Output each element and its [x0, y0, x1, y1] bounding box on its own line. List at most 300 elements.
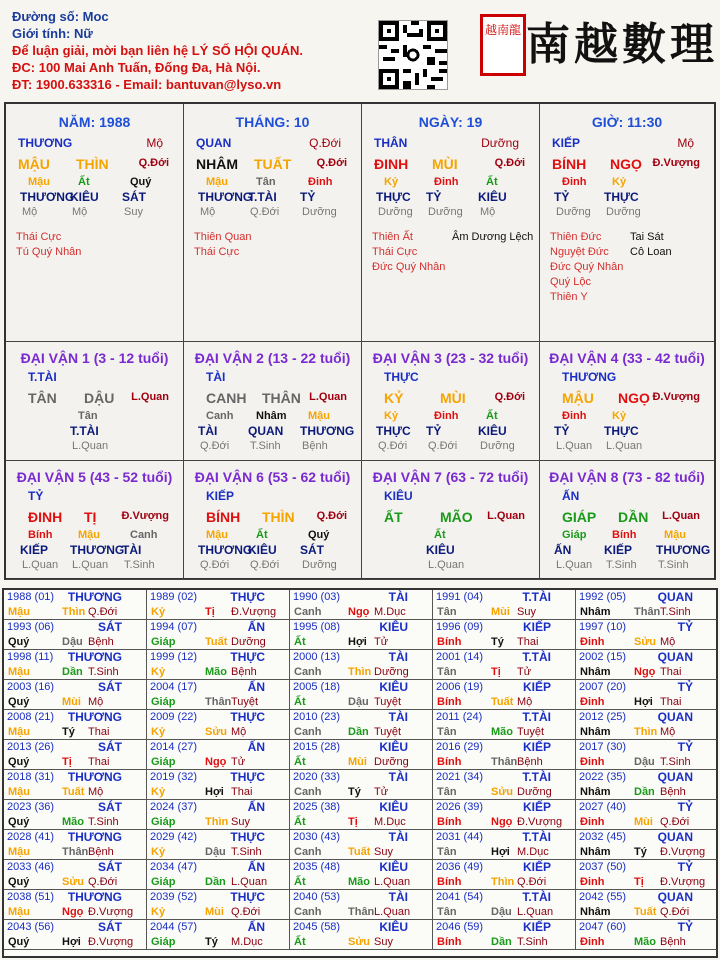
year-cell[interactable]	[4, 860, 147, 890]
year-label: 2007 (20)	[579, 681, 627, 693]
year-cell[interactable]	[147, 620, 290, 650]
year-status: Tử	[231, 756, 246, 768]
year-branch: Thìn	[62, 606, 86, 618]
year-label: 2028 (41)	[7, 831, 55, 843]
hidden-god: T.TÀI	[70, 424, 99, 438]
year-cell[interactable]	[433, 620, 576, 650]
year-status: Dưỡng	[517, 786, 552, 798]
hidden-stem: Ất	[486, 176, 498, 188]
hidden-status: L.Quan	[72, 440, 109, 452]
cell-title: GIỜ: 11:30	[591, 114, 663, 130]
year-cell[interactable]	[576, 770, 717, 800]
hidden-status: Mộ	[72, 206, 88, 218]
earthly-branch: MÙI	[440, 390, 466, 406]
year-god: THỰC	[230, 710, 265, 724]
year-cell[interactable]	[4, 890, 147, 920]
year-status: Tử	[517, 666, 532, 678]
ten-god: T.TÀI	[28, 370, 57, 384]
year-stem: Canh	[294, 846, 322, 858]
shen-sha: Tú Quý Nhân	[16, 246, 82, 258]
ten-god: KIÊU	[384, 489, 413, 503]
year-branch: Sửu	[348, 936, 371, 948]
year-branch: Tuất	[634, 906, 657, 918]
year-god: ẤN	[247, 920, 265, 934]
year-god: TỶ	[677, 740, 693, 754]
year-cell[interactable]	[433, 890, 576, 920]
year-cell[interactable]	[290, 860, 433, 890]
year-cell[interactable]	[290, 920, 433, 950]
year-cell[interactable]	[433, 920, 576, 950]
shen-sha-2: Cô Loan	[630, 246, 672, 258]
hidden-god: THƯƠNG	[656, 543, 711, 557]
dai-van-cell[interactable]	[184, 342, 362, 461]
shen-sha: Thái Cực	[372, 246, 418, 258]
year-cell[interactable]	[576, 830, 717, 860]
year-status: Mộ	[231, 726, 247, 738]
heavenly-stem: ĐINH	[374, 156, 409, 172]
hidden-stem: Canh	[206, 410, 234, 422]
hidden-stem: Mậu	[664, 529, 686, 541]
qr-code-icon[interactable]	[378, 20, 448, 90]
year-cell[interactable]	[147, 890, 290, 920]
year-status: Q.Đới	[517, 876, 547, 888]
year-label: 1999 (12)	[150, 651, 198, 663]
year-cell[interactable]	[147, 590, 290, 620]
year-status: M.Dục	[374, 816, 406, 828]
god-status: Mộ	[677, 136, 694, 150]
shen-sha: Thiên Đức	[550, 231, 602, 243]
cell-title: ĐẠI VẬN 2 (13 - 22 tuổi)	[194, 350, 351, 366]
dai-van-cell[interactable]	[540, 461, 714, 580]
year-cell[interactable]	[290, 830, 433, 860]
year-label: 2046 (59)	[436, 921, 484, 933]
hidden-status: Dưỡng	[378, 206, 413, 218]
year-cell[interactable]	[290, 620, 433, 650]
hidden-stem: Mậu	[206, 176, 228, 188]
year-stem: Đinh	[580, 816, 605, 828]
year-god: SÁT	[98, 620, 122, 634]
year-stem: Mậu	[8, 846, 30, 858]
year-cell[interactable]	[576, 620, 717, 650]
ten-god: THƯƠNG	[18, 136, 73, 150]
year-god: THỰC	[230, 590, 265, 604]
hidden-stem: Canh	[130, 529, 158, 541]
contact-note: Để luận giải, mời bạn liên hệ LÝ SỐ HỘI QUÁN.	[12, 43, 303, 58]
hidden-stem: Kỷ	[612, 176, 627, 188]
year-stem: Canh	[294, 726, 322, 738]
ten-god: QUAN	[196, 136, 232, 150]
year-god: QUAN	[657, 830, 693, 844]
year-label: 2008 (21)	[7, 711, 55, 723]
year-status: M.Dục	[517, 846, 549, 858]
hidden-god: THƯƠNG	[198, 190, 253, 204]
year-stem: Mậu	[8, 666, 30, 678]
year-cell[interactable]	[290, 890, 433, 920]
year-cell[interactable]	[576, 800, 717, 830]
hidden-stem: Tân	[78, 410, 98, 422]
year-cell[interactable]	[4, 590, 147, 620]
year-status: Tuyệt	[374, 696, 402, 708]
year-cell[interactable]	[147, 920, 290, 950]
year-branch: Hợi	[491, 846, 510, 858]
pillar-cell[interactable]	[540, 104, 714, 342]
year-status: Dưỡng	[374, 756, 409, 768]
dai-van-cell[interactable]	[540, 342, 714, 461]
year-god: KIẾP	[522, 800, 551, 814]
year-status: T.Sinh	[660, 606, 691, 618]
year-stem: Bính	[437, 636, 462, 648]
year-god: TÀI	[388, 770, 408, 784]
phone-email[interactable]: ĐT: 1900.633316 - Email: bantuvan@lyso.vn	[12, 77, 282, 92]
dung-so: Đường số: Moc	[12, 9, 109, 24]
year-branch: Tuất	[62, 786, 85, 798]
branch-status: L.Quan	[487, 510, 525, 522]
year-label: 1995 (08)	[293, 621, 341, 633]
hidden-stem: Kỷ	[384, 176, 399, 188]
hidden-god: THƯƠNG	[20, 190, 75, 204]
year-cell[interactable]	[433, 740, 576, 770]
hidden-status: L.Quan	[556, 440, 593, 452]
year-branch: Ngọ	[634, 666, 656, 678]
year-status: Đ.Vượng	[660, 876, 706, 888]
pillar-cell[interactable]	[6, 104, 184, 342]
year-god: QUAN	[657, 650, 693, 664]
year-cell[interactable]	[433, 830, 576, 860]
year-god: THỰC	[230, 890, 265, 904]
year-label: 2036 (49)	[436, 861, 484, 873]
year-label: 1988 (01)	[7, 591, 55, 603]
god-status: Dưỡng	[481, 136, 519, 150]
ten-god: THƯƠNG	[562, 370, 617, 384]
year-stem: Quý	[8, 936, 30, 948]
hidden-god: SÁT	[300, 543, 324, 557]
year-cell[interactable]	[4, 830, 147, 860]
year-cell[interactable]	[4, 770, 147, 800]
year-branch: Tý	[62, 726, 75, 738]
year-stem: Giáp	[151, 876, 176, 888]
year-stem: Quý	[8, 756, 30, 768]
branch-status: L.Quan	[309, 391, 347, 403]
year-cell[interactable]	[147, 860, 290, 890]
year-stem: Đinh	[580, 756, 605, 768]
year-cell[interactable]	[433, 800, 576, 830]
year-branch: Dần	[348, 726, 369, 738]
year-status: Bệnh	[517, 756, 543, 768]
dai-van-cell[interactable]	[6, 342, 184, 461]
god-status: Q.Đới	[309, 136, 341, 150]
shen-sha-2: Âm Dương Lệch	[452, 231, 534, 243]
hidden-god: THƯƠNG	[70, 543, 125, 557]
shen-sha: Thái Cực	[194, 246, 240, 258]
earthly-branch: DẬU	[84, 390, 115, 406]
year-cell[interactable]	[4, 710, 147, 740]
year-branch: Tý	[205, 936, 218, 948]
year-label: 2017 (30)	[579, 741, 627, 753]
year-god: TỶ	[677, 800, 693, 814]
year-cell[interactable]	[290, 590, 433, 620]
year-label: 2030 (43)	[293, 831, 341, 843]
year-branch: Tuất	[491, 696, 514, 708]
hidden-stem: Ất	[434, 529, 446, 541]
year-label: 2013 (26)	[7, 741, 55, 753]
year-cell[interactable]	[576, 890, 717, 920]
header-info	[12, 8, 303, 93]
year-cell[interactable]	[147, 770, 290, 800]
ten-god: KIẾP	[206, 489, 235, 503]
year-branch: Hợi	[62, 936, 81, 948]
hidden-stem: Quý	[308, 529, 330, 541]
year-cell[interactable]	[433, 680, 576, 710]
ten-god: KIẾP	[552, 136, 581, 150]
year-cell[interactable]	[576, 680, 717, 710]
year-god: T.TÀI	[522, 590, 551, 604]
year-god: T.TÀI	[522, 830, 551, 844]
year-god: KIÊU	[379, 860, 408, 874]
year-stem: Nhâm	[580, 846, 611, 858]
year-stem: Ất	[294, 936, 306, 948]
year-cell[interactable]	[290, 710, 433, 740]
year-stem: Nhâm	[580, 666, 611, 678]
year-branch: Hợi	[348, 636, 367, 648]
year-cell[interactable]	[433, 590, 576, 620]
year-cell[interactable]	[4, 650, 147, 680]
year-label: 2029 (42)	[150, 831, 198, 843]
hidden-god: THỰC	[604, 424, 639, 438]
year-god: THƯƠNG	[67, 650, 122, 664]
year-cell[interactable]	[4, 620, 147, 650]
year-status: Mộ	[660, 726, 676, 738]
year-god: THỰC	[230, 830, 265, 844]
year-stem: Quý	[8, 816, 30, 828]
dai-van-cell[interactable]	[6, 461, 184, 580]
shen-sha: Thiên Y	[550, 291, 588, 303]
year-god: T.TÀI	[522, 770, 551, 784]
year-status: M.Dục	[374, 606, 406, 618]
year-god: KIÊU	[379, 920, 408, 934]
year-status: T.Sinh	[517, 936, 548, 948]
year-cell[interactable]	[147, 710, 290, 740]
year-label: 2004 (17)	[150, 681, 198, 693]
hidden-stem: Ất	[78, 176, 90, 188]
ten-god: THÂN	[374, 136, 408, 150]
year-cell[interactable]	[433, 770, 576, 800]
branch-status: Q.Đới	[138, 157, 169, 169]
year-cell[interactable]	[4, 740, 147, 770]
year-cell[interactable]	[576, 920, 717, 950]
year-branch: Hợi	[634, 696, 653, 708]
year-cell[interactable]	[290, 770, 433, 800]
hidden-god: THƯƠNG	[198, 543, 253, 557]
year-cell[interactable]	[433, 710, 576, 740]
year-label: 2011 (24)	[436, 711, 483, 723]
year-cell[interactable]	[576, 710, 717, 740]
year-status: Tuyệt	[374, 726, 402, 738]
hidden-status: Dưỡng	[302, 559, 337, 571]
hidden-status: Mộ	[480, 206, 496, 218]
hidden-god: TÀI	[198, 424, 218, 438]
year-cell[interactable]	[147, 740, 290, 770]
heavenly-stem: MẬU	[562, 390, 594, 406]
cell-title: ĐẠI VẬN 7 (63 - 72 tuổi)	[372, 469, 529, 485]
hidden-stem: Đinh	[434, 176, 459, 188]
year-god: KIÊU	[379, 740, 408, 754]
year-stem: Bính	[437, 696, 462, 708]
year-label: 2021 (34)	[436, 771, 484, 783]
year-status: Bệnh	[660, 936, 686, 948]
year-god: KIẾP	[522, 620, 551, 634]
shen-sha: Thiên Ất	[372, 231, 413, 243]
hidden-god: TỶ	[426, 424, 442, 438]
pillar-cell[interactable]	[362, 104, 540, 342]
hidden-status: T.Sinh	[606, 559, 637, 571]
year-god: KIẾP	[522, 920, 551, 934]
year-stem: Giáp	[151, 696, 176, 708]
dai-van-cell[interactable]	[362, 342, 540, 461]
year-cell[interactable]	[147, 830, 290, 860]
year-status: T.Sinh	[88, 666, 119, 678]
year-branch: Mão	[348, 876, 370, 888]
hidden-stem: Đinh	[308, 176, 333, 188]
year-status: L.Quan	[374, 876, 411, 888]
year-god: KIẾP	[522, 680, 551, 694]
pillar-cell[interactable]	[184, 104, 362, 342]
year-status: Tuyệt	[231, 696, 259, 708]
year-branch: Tý	[634, 846, 647, 858]
hidden-status: Dưỡng	[606, 206, 641, 218]
year-status: T.Sinh	[88, 816, 119, 828]
year-branch: Mão	[62, 816, 84, 828]
hidden-status: T.Sinh	[124, 559, 155, 571]
year-status: M.Dục	[231, 936, 263, 948]
hidden-stem: Nhâm	[256, 410, 287, 422]
hidden-stem: Mậu	[308, 410, 330, 422]
year-stem: Quý	[8, 636, 30, 648]
year-god: QUAN	[657, 710, 693, 724]
year-cell[interactable]	[147, 650, 290, 680]
year-label: 2003 (16)	[7, 681, 55, 693]
year-god: KIÊU	[379, 800, 408, 814]
year-status: Dưỡng	[374, 666, 409, 678]
year-cell[interactable]	[4, 920, 147, 950]
year-god: THƯƠNG	[67, 890, 122, 904]
year-label: 2018 (31)	[7, 771, 55, 783]
year-cell[interactable]	[290, 800, 433, 830]
hidden-god: KIÊU	[426, 543, 455, 557]
hidden-stem: Kỷ	[612, 410, 627, 422]
year-god: TỶ	[677, 920, 693, 934]
year-stem: Bính	[437, 816, 462, 828]
dai-van-cell[interactable]	[362, 461, 540, 580]
year-label: 2037 (50)	[579, 861, 627, 873]
hidden-stem: Bính	[612, 529, 637, 541]
year-cell[interactable]	[290, 680, 433, 710]
heavenly-stem: BÍNH	[206, 509, 241, 525]
year-cell[interactable]	[576, 650, 717, 680]
year-status: L.Quan	[231, 876, 268, 888]
year-branch: Dậu	[348, 696, 369, 708]
year-stem: Kỷ	[151, 606, 166, 618]
hidden-stem: Bính	[28, 529, 53, 541]
shen-sha: Quý Lộc	[550, 276, 591, 288]
year-status: Suy	[374, 846, 393, 858]
year-cell[interactable]	[576, 860, 717, 890]
year-cell[interactable]	[290, 740, 433, 770]
year-status: Q.Đới	[660, 906, 690, 918]
hidden-god: THỰC	[604, 190, 639, 204]
year-stem: Đinh	[580, 636, 605, 648]
hidden-god: KIÊU	[70, 190, 99, 204]
year-branch: Thân	[348, 906, 375, 918]
dai-van-cell[interactable]	[184, 461, 362, 580]
year-stem: Canh	[294, 606, 322, 618]
year-cell[interactable]	[290, 650, 433, 680]
year-branch: Mão	[634, 936, 656, 948]
year-cell[interactable]	[433, 650, 576, 680]
year-status: Thai	[88, 726, 110, 738]
hidden-god: KIÊU	[248, 543, 277, 557]
year-god: ẤN	[247, 680, 265, 694]
year-label: 2024 (37)	[150, 801, 198, 813]
branch-status: Đ.Vượng	[652, 157, 700, 169]
chart-box	[4, 102, 716, 580]
year-cell[interactable]	[433, 860, 576, 890]
hidden-status: Q.Đới	[250, 559, 280, 571]
year-status: Q.Đới	[231, 906, 261, 918]
year-branch: Dậu	[491, 906, 512, 918]
hidden-status: Q.Đới	[200, 440, 230, 452]
year-god: ẤN	[247, 740, 265, 754]
year-cell[interactable]	[576, 590, 717, 620]
year-god: ẤN	[247, 800, 265, 814]
year-branch: Sửu	[205, 726, 228, 738]
shen-sha: Thái Cực	[16, 231, 62, 243]
year-label: 1997 (10)	[579, 621, 627, 633]
year-branch: Sửu	[634, 636, 657, 648]
year-cell[interactable]	[576, 740, 717, 770]
cell-title: THÁNG: 10	[235, 114, 310, 130]
branch-status: Q.Đới	[494, 157, 525, 169]
year-status: Suy	[231, 816, 250, 828]
year-branch: Tị	[348, 816, 358, 828]
year-label: 1991 (04)	[436, 591, 484, 603]
year-status: Tuyệt	[517, 726, 545, 738]
year-status: Bệnh	[88, 846, 114, 858]
year-status: Mộ	[660, 636, 676, 648]
year-cell[interactable]	[4, 800, 147, 830]
year-god: SÁT	[98, 680, 122, 694]
year-stem: Kỷ	[151, 666, 166, 678]
year-label: 1992 (05)	[579, 591, 627, 603]
year-cell[interactable]	[4, 680, 147, 710]
year-branch: Mùi	[62, 696, 81, 708]
year-branch: Dần	[62, 666, 83, 678]
year-branch: Thìn	[205, 816, 229, 828]
year-god: TÀI	[388, 590, 408, 604]
year-cell[interactable]	[147, 680, 290, 710]
year-label: 2033 (46)	[7, 861, 55, 873]
hidden-status: Dưỡng	[428, 206, 463, 218]
year-god: ẤN	[247, 620, 265, 634]
year-stem: Nhâm	[580, 726, 611, 738]
year-cell[interactable]	[147, 800, 290, 830]
year-stem: Đinh	[580, 936, 605, 948]
year-label: 2043 (56)	[7, 921, 55, 933]
earthly-branch: TỊ	[84, 509, 97, 525]
year-branch: Dậu	[62, 636, 83, 648]
cell-title: ĐẠI VẬN 4 (33 - 42 tuổi)	[549, 350, 705, 366]
hidden-god: KIÊU	[478, 190, 507, 204]
year-god: SÁT	[98, 860, 122, 874]
